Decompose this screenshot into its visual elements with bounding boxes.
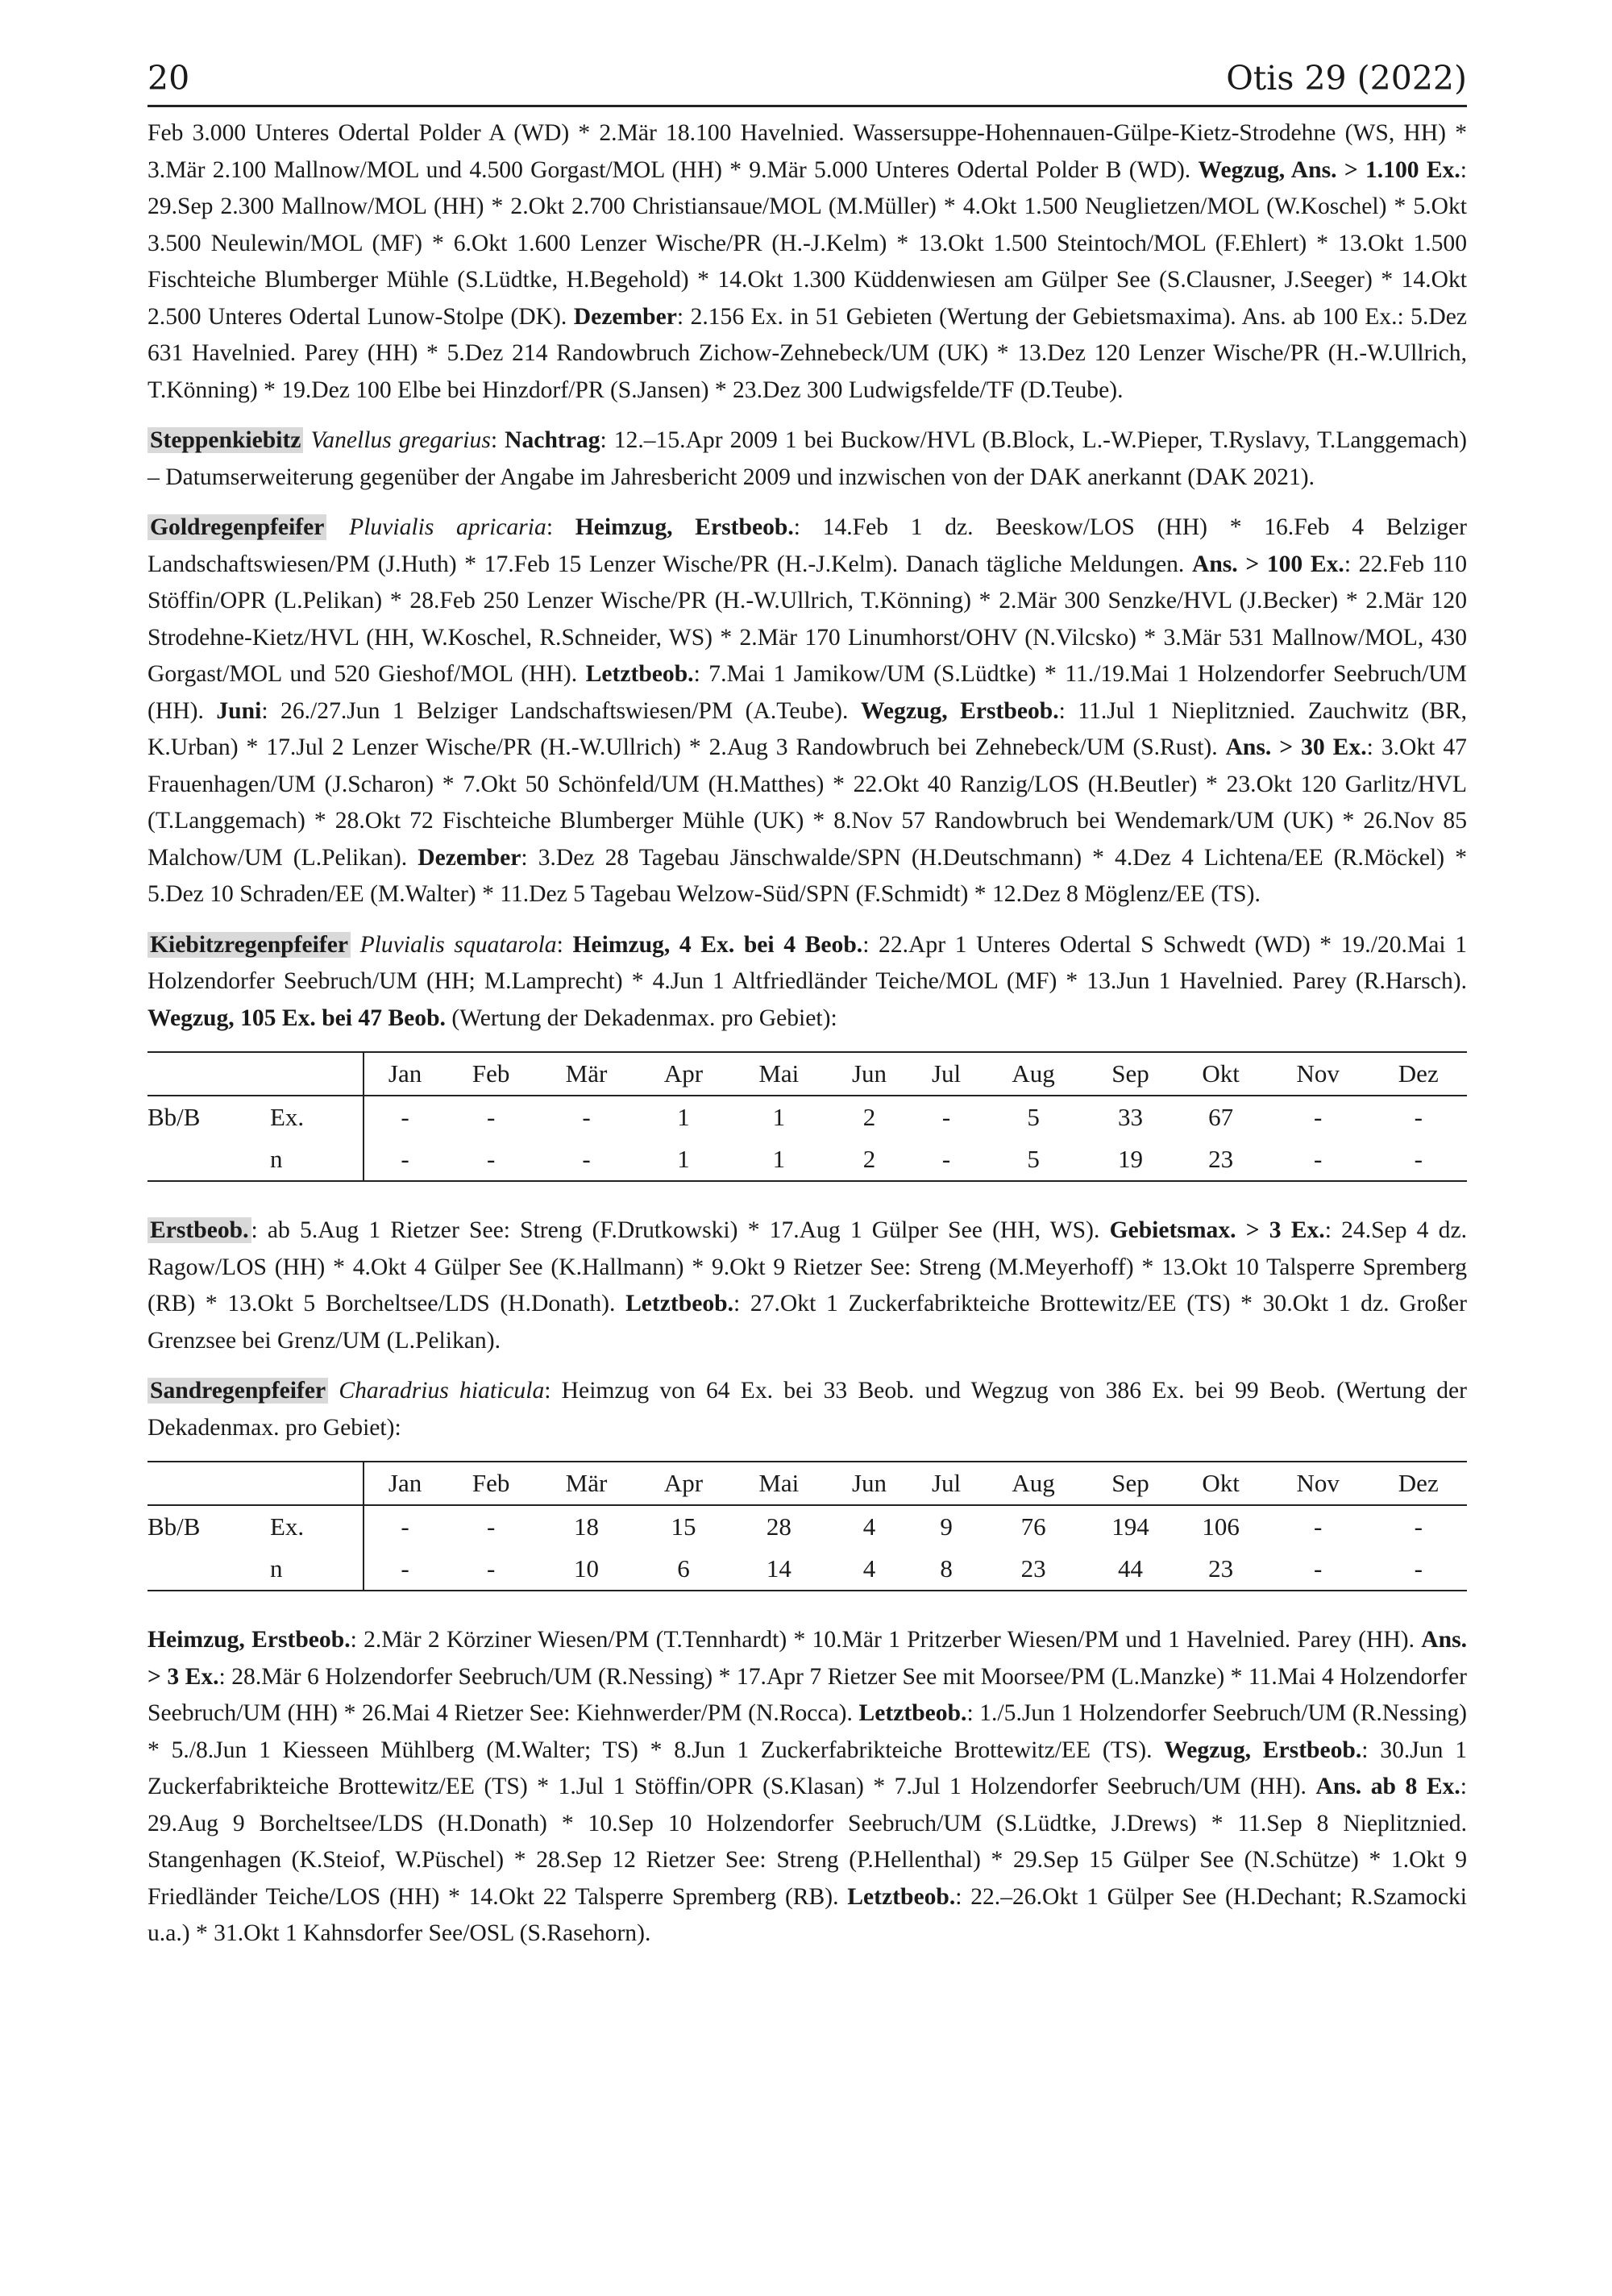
month-header: Mai bbox=[758, 1059, 800, 1088]
month-header: Jan bbox=[388, 1059, 422, 1088]
row-label: n bbox=[270, 1138, 364, 1181]
month-header: Jul bbox=[931, 1059, 962, 1088]
ringed-plover-table bbox=[147, 1461, 1467, 1591]
species-latin: Vanellus gregarius bbox=[310, 427, 491, 453]
table-row: Bb/B Ex. - - - 1 1 2 - 5 33 67 - - bbox=[147, 1096, 1467, 1138]
table-header-row bbox=[147, 1462, 1467, 1505]
page-number: 20 bbox=[147, 59, 190, 98]
paragraph-grey-plover: Kiebitzregenpfeifer Pluvialis squatarola: Heimzug, 4 Ex. bei 4 Beob.: 22.Apr 1 Unteres Odertal S Schwedt (WD) * 19./20.Mai 1 Holzendorfer Seebruch/UM (HH; M.Lamprecht) * 4.Jun 1 Altfriedländer Teiche/MOL (MF) * 13.Jun 1 Havelnied. Parey (R.Harsch). Wegzug, 105 Ex. bei 47 Beob. (Wertung der Dekadenmax. pro Gebiet): bbox=[147, 931, 1467, 1031]
paragraph-ringed-plover: Sandregenpfeifer Charadrius hiaticula: Heimzug von 64 Ex. bei 33 Beob. und Wegzug von 386 Ex. bei 99 Beob. (Wertung der Dekadenmax. pro Gebiet): bbox=[147, 1378, 1467, 1441]
table-header-row bbox=[147, 1052, 1467, 1096]
month-header: Jun bbox=[851, 1469, 887, 1497]
month-header: Nov bbox=[1296, 1469, 1340, 1497]
species-name: Goldregenpfeifer bbox=[147, 514, 326, 540]
month-header: Feb bbox=[472, 1469, 510, 1497]
month-header: Aug bbox=[1012, 1059, 1055, 1088]
month-header: Nov bbox=[1296, 1059, 1340, 1088]
month-header: Feb bbox=[472, 1059, 510, 1088]
page bbox=[147, 58, 1467, 1953]
species-name: Steppenkiebitz bbox=[147, 427, 303, 453]
month-header: Apr bbox=[663, 1469, 704, 1497]
paragraph-grey-plover-details: Erstbeob. : ab 5.Aug 1 Rietzer See: Streng (F.Drutkowski) * 17.Aug 1 Gülper See (HH, WS). Gebietsmax. > 3 Ex.: 24.Sep 4 dz. Ragow/LOS (HH) * 4.Okt 4 Gülper See (K.Hallmann) * 9.Okt 9 Rietzer See: Streng (M.Meyerhoff) * 13.Okt 10 Talsperre Spremberg (RB) * 13.Okt 5 Borcheltsee/LDS (H.Donath). Letztbeob.: 27.Okt 1 Zuckerfabrikteiche Brottewitz/EE (TS) * 30.Okt 1 dz. Großer Grenzsee bei Grenz/UM (L.Pelikan). bbox=[147, 1217, 1467, 1354]
paragraph-ringed-plover-details: Heimzug, Erstbeob.: 2.Mär 2 Körziner Wiesen/PM (T.Tennhardt) * 10.Mär 1 Pritzerber Wiesen/PM und 1 Havelnied. Parey (HH). Ans. > 3 Ex.: 28.Mär 6 Holzendorfer Seebruch/UM (R.Nessing) * 17.Apr 7 Rietzer See mit Moorsee/PM (L.Manzke) * 11.Mai 4 Holzendorfer Seebruch/UM (HH) * 26.Mai 4 Rietzer See: Kiehnwerder/PM (N.Rocca). Letztbeob.: 1./5.Jun 1 Holzendorfer Seebruch/UM (R.Nessing) * 5./8.Jun 1 Kiesseen Mühlberg (M.Walter; TS) * 8.Jun 1 Zuckerfabrikteiche Brottewitz/EE (TS). Wegzug, Erstbeob.: 30.Jun 1 Zuckerfabrikteiche Brottewitz/EE (TS) * 1.Jul 1 Stöffin/OPR (S.Klasan) * 7.Jul 1 Holzendorfer Seebruch/UM (HH). Ans. ab 8 Ex.: 29.Aug 9 Borcheltsee/LDS (H.Donath) * 10.Sep 10 Holzendorfer Seebruch/UM (S.Lüdtke, J.Drews) * 11.Sep 8 Nieplitznied. Stangenhagen (K.Steiof, W.Püschel) * 28.Sep 12 Rietzer See: Streng (P.Hellenthal) * 29.Sep 15 Gülper See (N.Schütze) * 1.Okt 9 Friedländer Teiche/LOS (HH) * 14.Okt 22 Talsperre Spremberg (RB). Letztbeob.: 22.–26.Okt 1 Gülper See (H.Dechant; R.Szamocki u.a.) * 31.Okt 1 Kahnsdorfer See/OSL (S.Rasehorn). bbox=[147, 1627, 1468, 1946]
month-header: Jul bbox=[931, 1469, 962, 1497]
month-header: Jan bbox=[388, 1469, 422, 1497]
species-latin: Pluvialis apricaria bbox=[349, 514, 546, 540]
month-header: Jun bbox=[851, 1059, 887, 1088]
paragraph-sociable-lapwing: Steppenkiebitz Vanellus gregarius: Nachtrag: 12.–15.Apr 2009 1 bei Buckow/HVL (B.Block, L.-W.Pieper, T.Ryslavy, T.Langgemach) – Datumserweiterung gegenüber der Angabe im Jahresbericht 2009 und inzwischen von der DAK anerkannt (DAK 2021). bbox=[147, 427, 1468, 490]
section-label: Erstbeob. bbox=[147, 1217, 251, 1243]
species-latin: Charadrius hiaticula bbox=[339, 1378, 545, 1404]
species-name: Kiebitzregenpfeifer bbox=[147, 932, 351, 958]
month-header: Apr bbox=[663, 1059, 704, 1088]
month-header: Okt bbox=[1202, 1469, 1240, 1497]
species-name: Sandregenpfeifer bbox=[147, 1378, 328, 1404]
region-cell: Bb/B bbox=[147, 1103, 201, 1131]
region-cell: Bb/B bbox=[147, 1512, 201, 1541]
month-header: Mär bbox=[565, 1469, 608, 1497]
species-latin: Pluvialis squatarola bbox=[359, 931, 557, 958]
table-row: Bb/B Ex. - - 18 15 28 4 9 76 194 106 - - bbox=[147, 1505, 1467, 1548]
month-header: Sep bbox=[1111, 1059, 1149, 1088]
month-header: Mär bbox=[565, 1059, 608, 1088]
table-row: n - - - 1 1 2 - 5 19 23 - - bbox=[147, 1138, 1467, 1181]
journal-title: Otis 29 (2022) bbox=[1226, 59, 1467, 98]
month-header: Okt bbox=[1202, 1059, 1240, 1088]
row-label: Ex. bbox=[270, 1505, 364, 1548]
month-header: Dez bbox=[1398, 1469, 1439, 1497]
grey-plover-table bbox=[147, 1051, 1467, 1182]
paragraph-golden-plover: Goldregenpfeifer Pluvialis apricaria: Heimzug, Erstbeob.: 14.Feb 1 dz. Beeskow/LOS (HH) * 16.Feb 4 Belziger Landschaftswiesen/PM (J.Huth) * 17.Feb 15 Lenzer Wische/PR (H.-J.Kelm). Danach tägliche Meldungen. Ans. > 100 Ex.: 22.Feb 110 Stöffin/OPR (L.Pelikan) * 28.Feb 250 Lenzer Wische/PR (H.-W.Ullrich, T.Könning) * 2.Mär 300 Senzke/HVL (J.Becker) * 2.Mär 120 Strodehne-Kietz/HVL (HH, W.Koschel, R.Schneider, WS) * 2.Mär 170 Linumhorst/OHV (N.Vilcsko) * 3.Mär 531 Mallnow/MOL, 430 Gorgast/MOL und 520 Gieshof/MOL (HH). Letztbeob.: 7.Mai 1 Jamikow/UM (S.Lüdtke) * 11./19.Mai 1 Holzendorfer Seebruch/UM (HH). Juni: 26./27.Jun 1 Belziger Landschaftswiesen/PM (A.Teube). Wegzug, Erstbeob.: 11.Jul 1 Nieplitznied. Zauchwitz (BR, K.Urban) * 17.Jul 2 Lenzer Wische/PR (H.-W.Ullrich) * 2.Aug 3 Randowbruch bei Zehnebeck/UM (S.Rust). Ans. > 30 Ex.: 3.Okt 47 Frauenhagen/UM (J.Scharon) * 7.Okt 50 Schönfeld/UM (H.Matthes) * 22.Okt 40 Ranzig/LOS (H.Beutler) * 23.Okt 120 Garlitz/HVL (T.Langgemach) * 28.Okt 72 Fischteiche Blumberger Mühle (UK) * 8.Nov 57 Randowbruch bei Wendemark/UM (UK) * 26.Nov 85 Malchow/UM (L.Pelikan). Dezember: 3.Dez 28 Tagebau Jänschwalde/SPN (H.Deutschmann) * 4.Dez 4 Lichtena/EE (R.Möckel) * 5.Dez 10 Schraden/EE (M.Walter) * 11.Dez 5 Tagebau Welzow-Süd/SPN (F.Schmidt) * 12.Dez 8 Möglenz/EE (TS). bbox=[147, 514, 1468, 907]
row-label: n bbox=[270, 1548, 364, 1591]
row-label: Ex. bbox=[270, 1096, 364, 1138]
month-header: Aug bbox=[1012, 1469, 1055, 1497]
paragraph-lapwing-continued: Feb 3.000 Unteres Odertal Polder A (WD) * 2.Mär 18.100 Havelnied. Wassersuppe-Hohennauen-Gülpe-Kietz-Strodehne (WS, HH) * 3.Mär 2.100 Mallnow/MOL und 4.500 Gorgast/MOL (HH) * 9.Mär 5.000 Unteres Odertal Polder B (WD). Wegzug, Ans. > 1.100 Ex.: 29.Sep 2.300 Mallnow/MOL (HH) * 2.Okt 2.700 Christiansaue/MOL (M.Müller) * 4.Okt 1.500 Neuglietzen/MOL (W.Koschel) * 5.Okt 3.500 Neulewin/MOL (MF) * 6.Okt 1.600 Lenzer Wische/PR (H.-J.Kelm) * 13.Okt 1.500 Steintoch/MOL (F.Ehlert) * 13.Okt 1.500 Fischteiche Blumberger Mühle (S.Lüdtke, H.Begehold) * 14.Okt 1.300 Küddenwiesen am Gülper See (S.Clausner, J.Seeger) * 14.Okt 2.500 Unteres Odertal Lunow-Stolpe (DK). Dezember: 2.156 Ex. in 51 Gebieten (Wertung der Gebietsmaxima). Ans. ab 100 Ex.: 5.Dez 631 Havelnied. Parey (HH) * 5.Dez 214 Randowbruch Zichow-Zehnebeck/UM (UK) * 13.Dez 120 Lenzer Wische/PR (H.-W.Ullrich, T.Könning) * 19.Dez 100 Elbe bei Hinzdorf/PR (S.Jansen) * 23.Dez 300 Ludwigsfelde/TF (D.Teube). bbox=[147, 120, 1467, 403]
table-row: n - - 10 6 14 4 8 23 44 23 - - bbox=[147, 1548, 1467, 1591]
page-header bbox=[147, 58, 1467, 107]
month-header: Mai bbox=[758, 1469, 800, 1497]
month-header: Dez bbox=[1398, 1059, 1439, 1088]
month-header: Sep bbox=[1111, 1469, 1149, 1497]
